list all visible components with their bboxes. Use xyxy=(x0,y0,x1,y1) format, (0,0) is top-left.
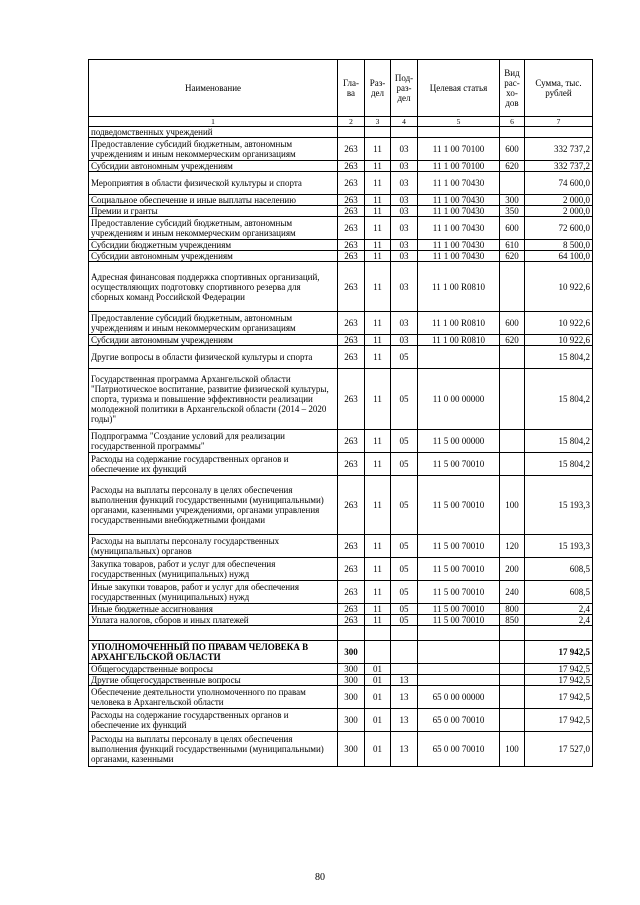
table-row xyxy=(89,161,593,172)
row-section: 01 xyxy=(365,686,391,709)
row-chapter: 300 xyxy=(338,732,365,767)
row-chapter: 263 xyxy=(338,217,365,240)
row-name: Обеспечение деятельности уполномоченного по правам человека в Архангельской области xyxy=(89,686,338,709)
row-target-article: 11 5 00 70010 xyxy=(418,558,500,581)
column-number: 4 xyxy=(391,117,418,127)
table-row xyxy=(89,335,593,346)
row-subsection xyxy=(391,664,418,675)
row-expense-type xyxy=(500,626,525,641)
row-section xyxy=(365,641,391,664)
row-name: Закупка товаров, работ и услуг для обеспечения государственных (муниципальных) нужд xyxy=(89,558,338,581)
row-sum: 608,5 xyxy=(525,558,593,581)
row-sum: 332 737,2 xyxy=(525,138,593,161)
table-row xyxy=(89,172,593,195)
row-name: Государственная программа Архангельской области "Патриотическое воспитание, развитие физической культуры, спорта, туризма и повышение эффективности реализации молодежной политики в Архангельской области (2014 – 2020 годы)" xyxy=(89,369,338,430)
table-row xyxy=(89,206,593,217)
row-section: 11 xyxy=(365,161,391,172)
row-section: 11 xyxy=(365,217,391,240)
row-target-article xyxy=(418,675,500,686)
table-row xyxy=(89,476,593,535)
row-subsection: 05 xyxy=(391,430,418,453)
row-chapter: 300 xyxy=(338,641,365,664)
row-expense-type: 620 xyxy=(500,335,525,346)
row-chapter: 263 xyxy=(338,535,365,558)
row-subsection: 05 xyxy=(391,535,418,558)
row-target-article: 11 1 00 R0810 xyxy=(418,262,500,312)
row-expense-type: 620 xyxy=(500,251,525,262)
table-row xyxy=(89,626,593,641)
row-expense-type: 300 xyxy=(500,195,525,206)
row-expense-type xyxy=(500,172,525,195)
row-target-article: 11 1 00 70430 xyxy=(418,217,500,240)
row-expense-type: 600 xyxy=(500,217,525,240)
row-name: Предоставление субсидий бюджетным, автономным учреждениям и иным некоммерческим организациям xyxy=(89,217,338,240)
row-sum: 64 100,0 xyxy=(525,251,593,262)
row-sum: 10 922,6 xyxy=(525,262,593,312)
row-subsection: 03 xyxy=(391,240,418,251)
row-section: 11 xyxy=(365,581,391,604)
row-sum: 2,4 xyxy=(525,604,593,615)
row-subsection: 13 xyxy=(391,675,418,686)
row-section: 01 xyxy=(365,675,391,686)
row-subsection: 03 xyxy=(391,312,418,335)
row-name: Социальное обеспечение и иные выплаты населению xyxy=(89,195,338,206)
row-target-article: 65 0 00 70010 xyxy=(418,732,500,767)
table-row xyxy=(89,709,593,732)
row-expense-type: 620 xyxy=(500,161,525,172)
row-section xyxy=(365,626,391,641)
table-row xyxy=(89,127,593,138)
header-subsection: Под-раз-дел xyxy=(391,60,418,117)
row-sum: 8 500,0 xyxy=(525,240,593,251)
header-target-article: Целевая статья xyxy=(418,60,500,117)
row-expense-type: 850 xyxy=(500,615,525,626)
row-target-article: 11 1 00 70430 xyxy=(418,240,500,251)
table-row xyxy=(89,138,593,161)
row-sum: 15 193,3 xyxy=(525,476,593,535)
table-row xyxy=(89,251,593,262)
row-sum: 17 942,5 xyxy=(525,675,593,686)
row-chapter: 300 xyxy=(338,664,365,675)
row-sum: 608,5 xyxy=(525,581,593,604)
row-chapter: 263 xyxy=(338,430,365,453)
row-subsection xyxy=(391,626,418,641)
row-target-article: 11 1 00 70430 xyxy=(418,195,500,206)
row-chapter: 263 xyxy=(338,161,365,172)
row-name: Общегосударственные вопросы xyxy=(89,664,338,675)
row-subsection: 03 xyxy=(391,206,418,217)
row-sum: 17 942,5 xyxy=(525,686,593,709)
column-number: 3 xyxy=(365,117,391,127)
row-section: 01 xyxy=(365,664,391,675)
row-target-article: 11 5 00 70010 xyxy=(418,615,500,626)
row-target-article: 11 1 00 R0810 xyxy=(418,312,500,335)
header-expense-type: Вид рас-хо-дов xyxy=(500,60,525,117)
row-section: 11 xyxy=(365,615,391,626)
row-name: Мероприятия в области физической культуры и спорта xyxy=(89,172,338,195)
row-subsection: 03 xyxy=(391,138,418,161)
header-section: Раз-дел xyxy=(365,60,391,117)
row-expense-type: 610 xyxy=(500,240,525,251)
row-sum: 15 193,3 xyxy=(525,535,593,558)
table-row xyxy=(89,195,593,206)
table-row xyxy=(89,581,593,604)
row-target-article: 11 1 00 70430 xyxy=(418,206,500,217)
row-expense-type xyxy=(500,664,525,675)
row-target-article: 11 5 00 00000 xyxy=(418,430,500,453)
row-sum: 17 942,5 xyxy=(525,664,593,675)
row-target-article: 11 1 00 70430 xyxy=(418,251,500,262)
table-row xyxy=(89,312,593,335)
row-subsection: 05 xyxy=(391,453,418,476)
table-row xyxy=(89,604,593,615)
row-name: Подпрограмма "Создание условий для реализации государственной программы" xyxy=(89,430,338,453)
row-chapter: 263 xyxy=(338,453,365,476)
row-target-article: 11 5 00 70010 xyxy=(418,453,500,476)
row-sum: 72 600,0 xyxy=(525,217,593,240)
row-section: 11 xyxy=(365,453,391,476)
row-section: 11 xyxy=(365,240,391,251)
row-name: Субсидии бюджетным учреждениям xyxy=(89,240,338,251)
row-name: Иные бюджетные ассигнования xyxy=(89,604,338,615)
row-section: 11 xyxy=(365,172,391,195)
row-chapter: 263 xyxy=(338,240,365,251)
row-target-article: 11 5 00 70010 xyxy=(418,535,500,558)
row-chapter: 263 xyxy=(338,138,365,161)
row-chapter: 300 xyxy=(338,709,365,732)
column-number: 5 xyxy=(418,117,500,127)
row-subsection: 05 xyxy=(391,615,418,626)
row-expense-type xyxy=(500,686,525,709)
row-target-article xyxy=(418,626,500,641)
row-name: Предоставление субсидий бюджетным, автономным учреждениям и иным некоммерческим организациям xyxy=(89,312,338,335)
row-chapter: 263 xyxy=(338,558,365,581)
row-expense-type xyxy=(500,127,525,138)
row-subsection: 13 xyxy=(391,732,418,767)
row-sum: 2 000,0 xyxy=(525,195,593,206)
row-target-article xyxy=(418,664,500,675)
row-name xyxy=(89,626,338,641)
row-sum: 17 942,5 xyxy=(525,709,593,732)
row-chapter: 300 xyxy=(338,675,365,686)
row-subsection: 03 xyxy=(391,251,418,262)
column-number: 7 xyxy=(525,117,593,127)
row-section: 11 xyxy=(365,369,391,430)
column-number: 1 xyxy=(89,117,338,127)
row-section: 01 xyxy=(365,709,391,732)
row-sum: 17 527,0 xyxy=(525,732,593,767)
table-row xyxy=(89,430,593,453)
table-row xyxy=(89,217,593,240)
row-target-article: 65 0 00 70010 xyxy=(418,709,500,732)
row-sum xyxy=(525,626,593,641)
row-target-article: 65 0 00 00000 xyxy=(418,686,500,709)
table-row xyxy=(89,453,593,476)
row-expense-type xyxy=(500,641,525,664)
table-row xyxy=(89,369,593,430)
row-expense-type: 800 xyxy=(500,604,525,615)
header-name: Наименование xyxy=(89,60,338,117)
row-subsection: 05 xyxy=(391,476,418,535)
row-chapter: 263 xyxy=(338,615,365,626)
column-number: 2 xyxy=(338,117,365,127)
row-sum xyxy=(525,127,593,138)
table-row xyxy=(89,732,593,767)
row-name: Предоставление субсидий бюджетным, автономным учреждениям и иным некоммерческим организациям xyxy=(89,138,338,161)
row-subsection: 03 xyxy=(391,195,418,206)
table-row xyxy=(89,346,593,369)
row-section: 11 xyxy=(365,430,391,453)
budget-table xyxy=(88,59,593,767)
row-name: Расходы на выплаты персоналу государственных (муниципальных) органов xyxy=(89,535,338,558)
header-sum: Сумма, тыс. рублей xyxy=(525,60,593,117)
row-section: 11 xyxy=(365,335,391,346)
row-section: 11 xyxy=(365,262,391,312)
row-sum: 15 804,2 xyxy=(525,369,593,430)
table-row xyxy=(89,240,593,251)
row-section: 01 xyxy=(365,732,391,767)
column-number-row xyxy=(89,117,593,127)
row-subsection: 03 xyxy=(391,335,418,346)
row-expense-type xyxy=(500,709,525,732)
table-row xyxy=(89,675,593,686)
row-subsection: 05 xyxy=(391,346,418,369)
row-expense-type: 600 xyxy=(500,138,525,161)
row-expense-type: 200 xyxy=(500,558,525,581)
row-sum: 15 804,2 xyxy=(525,346,593,369)
row-section: 11 xyxy=(365,251,391,262)
row-expense-type xyxy=(500,369,525,430)
row-target-article: 11 0 00 00000 xyxy=(418,369,500,430)
row-subsection: 05 xyxy=(391,604,418,615)
table-row xyxy=(89,558,593,581)
table-row xyxy=(89,262,593,312)
row-chapter xyxy=(338,127,365,138)
row-subsection: 05 xyxy=(391,581,418,604)
table-row xyxy=(89,686,593,709)
row-target-article: 11 1 00 70430 xyxy=(418,172,500,195)
row-expense-type xyxy=(500,262,525,312)
row-name: Субсидии автономным учреждениям xyxy=(89,335,338,346)
row-name: Уплата налогов, сборов и иных платежей xyxy=(89,615,338,626)
row-target-article xyxy=(418,127,500,138)
row-name: подведомственных учреждений xyxy=(89,127,338,138)
row-expense-type: 100 xyxy=(500,476,525,535)
row-name: Иные закупки товаров, работ и услуг для обеспечения государственных (муниципальных) нужд xyxy=(89,581,338,604)
row-chapter: 263 xyxy=(338,206,365,217)
section-header-row xyxy=(89,641,593,664)
row-name: УПОЛНОМОЧЕННЫЙ ПО ПРАВАМ ЧЕЛОВЕКА В АРХАНГЕЛЬСКОЙ ОБЛАСТИ xyxy=(89,641,338,664)
row-chapter: 263 xyxy=(338,346,365,369)
row-subsection xyxy=(391,641,418,664)
row-subsection: 05 xyxy=(391,558,418,581)
row-subsection: 03 xyxy=(391,217,418,240)
row-expense-type xyxy=(500,675,525,686)
row-subsection: 03 xyxy=(391,161,418,172)
row-chapter: 263 xyxy=(338,369,365,430)
row-sum: 17 942,5 xyxy=(525,641,593,664)
row-chapter: 263 xyxy=(338,172,365,195)
table-body xyxy=(89,127,593,767)
row-chapter: 263 xyxy=(338,335,365,346)
row-target-article: 11 1 00 70100 xyxy=(418,138,500,161)
row-expense-type xyxy=(500,346,525,369)
row-section: 11 xyxy=(365,476,391,535)
row-name: Субсидии автономным учреждениям xyxy=(89,251,338,262)
row-target-article: 11 1 00 R0810 xyxy=(418,335,500,346)
row-chapter: 263 xyxy=(338,312,365,335)
row-expense-type: 240 xyxy=(500,581,525,604)
row-section: 11 xyxy=(365,195,391,206)
row-name: Расходы на выплаты персоналу в целях обеспечения выполнения функций государственными (муниципальными) органами, казенными учреждениями, органами управления государственными внебюджетными фондами xyxy=(89,476,338,535)
row-sum: 15 804,2 xyxy=(525,453,593,476)
row-chapter: 263 xyxy=(338,195,365,206)
row-section: 11 xyxy=(365,604,391,615)
row-expense-type: 600 xyxy=(500,312,525,335)
row-chapter: 263 xyxy=(338,251,365,262)
row-expense-type xyxy=(500,453,525,476)
row-sum: 15 804,2 xyxy=(525,430,593,453)
table-row xyxy=(89,615,593,626)
row-sum: 332 737,2 xyxy=(525,161,593,172)
row-target-article: 11 5 00 70010 xyxy=(418,581,500,604)
row-section: 11 xyxy=(365,312,391,335)
row-sum: 10 922,6 xyxy=(525,312,593,335)
row-expense-type: 120 xyxy=(500,535,525,558)
row-sum: 2,4 xyxy=(525,615,593,626)
row-expense-type: 100 xyxy=(500,732,525,767)
row-subsection: 13 xyxy=(391,709,418,732)
row-subsection xyxy=(391,127,418,138)
row-chapter: 300 xyxy=(338,686,365,709)
row-name: Субсидии автономным учреждениям xyxy=(89,161,338,172)
row-target-article xyxy=(418,346,500,369)
row-chapter xyxy=(338,626,365,641)
row-name: Расходы на выплаты персоналу в целях обеспечения выполнения функций государственными (муниципальными) органами, казенными xyxy=(89,732,338,767)
row-sum: 74 600,0 xyxy=(525,172,593,195)
row-section: 11 xyxy=(365,206,391,217)
row-chapter: 263 xyxy=(338,604,365,615)
row-name: Адресная финансовая поддержка спортивных организаций, осуществляющих подготовку спортивного резерва для сборных команд Российской Федерации xyxy=(89,262,338,312)
row-chapter: 263 xyxy=(338,476,365,535)
row-section: 11 xyxy=(365,535,391,558)
row-name: Премии и гранты xyxy=(89,206,338,217)
row-subsection: 13 xyxy=(391,686,418,709)
row-name: Другие вопросы в области физической культуры и спорта xyxy=(89,346,338,369)
row-section xyxy=(365,127,391,138)
row-name: Другие общегосударственные вопросы xyxy=(89,675,338,686)
row-sum: 10 922,6 xyxy=(525,335,593,346)
row-target-article: 11 1 00 70100 xyxy=(418,161,500,172)
row-chapter: 263 xyxy=(338,262,365,312)
row-section: 11 xyxy=(365,138,391,161)
row-expense-type xyxy=(500,430,525,453)
row-subsection: 05 xyxy=(391,369,418,430)
row-target-article xyxy=(418,641,500,664)
table-row xyxy=(89,535,593,558)
column-number: 6 xyxy=(500,117,525,127)
row-chapter: 263 xyxy=(338,581,365,604)
row-sum: 2 000,0 xyxy=(525,206,593,217)
row-name: Расходы на содержание государственных органов и обеспечение их функций xyxy=(89,709,338,732)
row-target-article: 11 5 00 70010 xyxy=(418,476,500,535)
header-row xyxy=(89,60,593,117)
row-section: 11 xyxy=(365,558,391,581)
row-name: Расходы на содержание государственных органов и обеспечение их функций xyxy=(89,453,338,476)
page-number: 80 xyxy=(315,872,325,883)
row-expense-type: 350 xyxy=(500,206,525,217)
row-section: 11 xyxy=(365,346,391,369)
header-chapter: Гла-ва xyxy=(338,60,365,117)
row-target-article: 11 5 00 70010 xyxy=(418,604,500,615)
table-row xyxy=(89,664,593,675)
row-subsection: 03 xyxy=(391,262,418,312)
row-subsection: 03 xyxy=(391,172,418,195)
